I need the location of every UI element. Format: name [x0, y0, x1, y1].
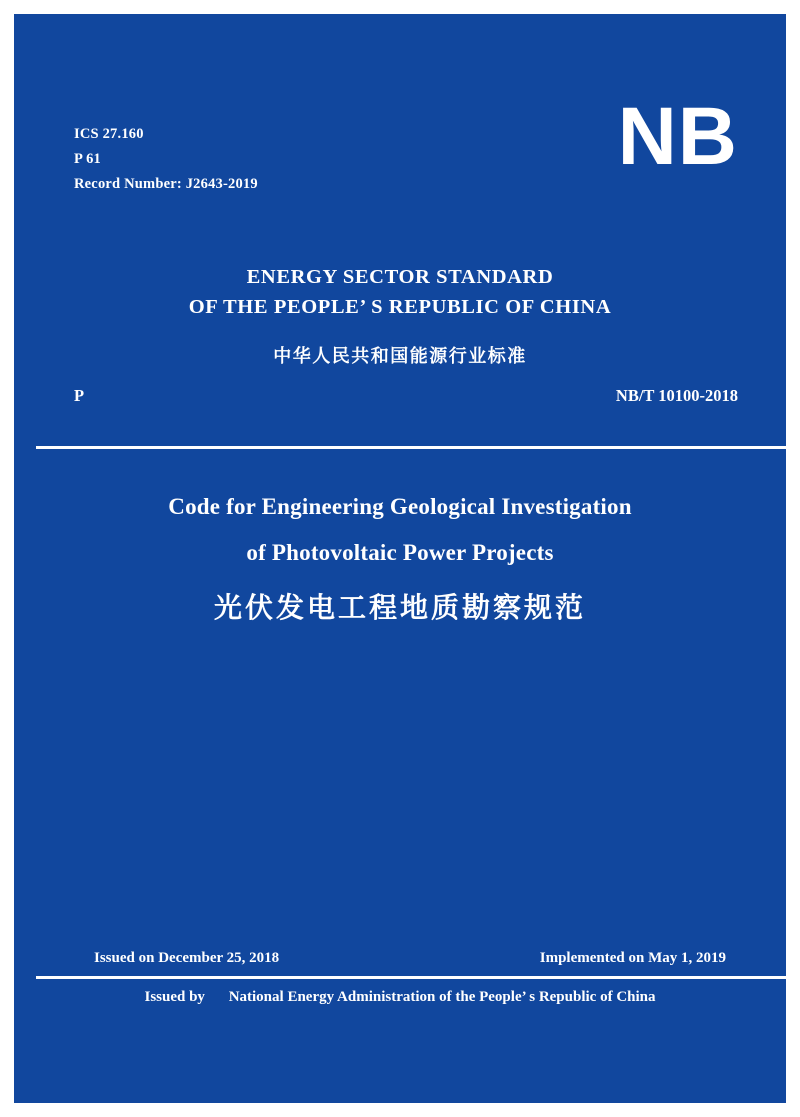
- issued-by-label: Issued by: [144, 989, 205, 1005]
- divider-bottom: [36, 976, 786, 979]
- dates-row: [94, 950, 726, 967]
- document-title-chinese: 光伏发电工程地质勘察规范: [213, 593, 586, 624]
- document-title: [84, 484, 716, 576]
- standard-title-chinese: 中华人民共和国能源行业标准: [273, 346, 527, 366]
- category-letter: P: [74, 386, 85, 405]
- document-title-line2: of Photovoltaic Power Projects: [246, 540, 554, 565]
- standard-number: NB/T 10100-2018: [615, 386, 738, 405]
- identification-block: [74, 122, 258, 197]
- ics-number: ICS 27.160: [74, 126, 144, 142]
- issued-on-date: Issued on December 25, 2018: [94, 950, 280, 966]
- issuer-row: [14, 989, 786, 1006]
- issuer-name: National Energy Administration of the People’ s Republic of China: [228, 989, 656, 1005]
- implemented-on-date: Implemented on May 1, 2019: [539, 950, 726, 966]
- record-number: Record Number: J2643-2019: [74, 176, 258, 192]
- standard-cover: [14, 14, 786, 1103]
- document-title-line1: Code for Engineering Geological Investigation: [168, 494, 632, 519]
- standard-title-line1: ENERGY SECTOR STANDARD: [246, 266, 554, 288]
- classification-code: P 61: [74, 151, 101, 167]
- standard-code-row: [74, 386, 738, 406]
- standard-title-line2: OF THE PEOPLE’ S REPUBLIC OF CHINA: [188, 296, 612, 318]
- nb-logo: NB: [617, 91, 738, 182]
- divider-top: [36, 446, 786, 449]
- standard-title: [14, 262, 786, 322]
